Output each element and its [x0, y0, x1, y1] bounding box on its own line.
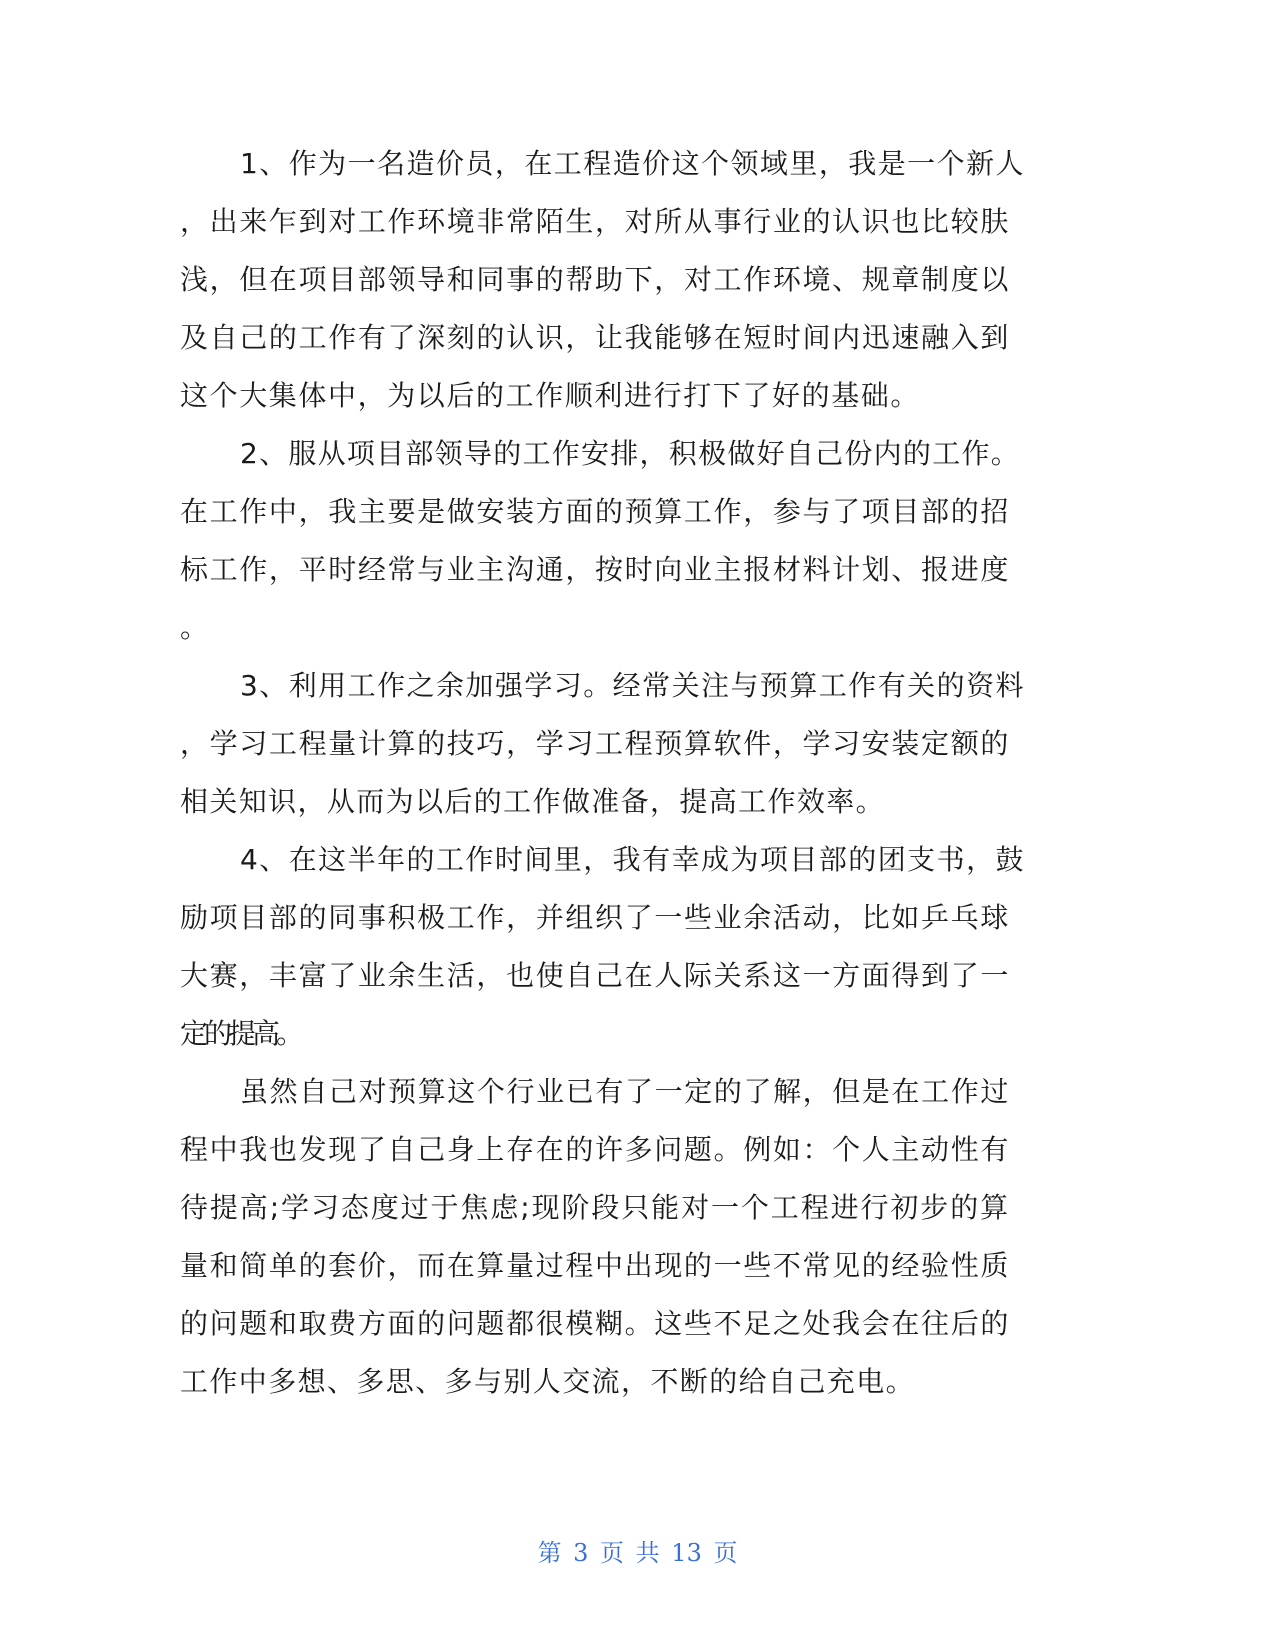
text-line — [0, 608, 1275, 648]
text-line — [0, 492, 1275, 532]
text-line — [0, 1130, 1275, 1170]
text-line-content: 程中我也发现了自己身上存在的许多问题。例如：个人主动性有 — [180, 1133, 1010, 1166]
text-line — [0, 318, 1275, 358]
text-line — [0, 260, 1275, 300]
text-line-content: 的问题和取费方面的问题都很模糊。这些不足之处我会在往后的 — [180, 1307, 1010, 1340]
text-line-content: 及自己的工作有了深刻的认识，让我能够在短时间内迅速融入到 — [180, 321, 1010, 354]
text-line-content: 在工作中，我主要是做安装方面的预算工作，参与了项目部的招 — [180, 495, 1010, 528]
page-number-footer: 第 3 页 共 13 页 — [537, 1539, 738, 1567]
text-line — [0, 1304, 1275, 1344]
text-line — [0, 724, 1275, 764]
text-line — [0, 202, 1275, 242]
text-line-content: 定的提高。 — [180, 1017, 300, 1050]
text-line-content: 。 — [180, 611, 209, 644]
text-line-content: ，学习工程量计算的技巧，学习工程预算软件，学习安装定额的 — [180, 727, 1010, 760]
text-line — [0, 1072, 1275, 1112]
text-line-content: 浅，但在项目部领导和同事的帮助下，对工作环境、规章制度以 — [180, 263, 1010, 296]
text-line-content: 量和简单的套价，而在算量过程中出现的一些不常见的经验性质 — [180, 1249, 1010, 1282]
text-line-content: 1、作为一名造价员，在工程造价这个领域里，我是一个新人 — [240, 147, 1025, 180]
text-line — [0, 1362, 1275, 1402]
text-line-content: ，出来乍到对工作环境非常陌生，对所从事行业的认识也比较肤 — [180, 205, 1010, 238]
text-line-content: 大赛，丰富了业余生活，也使自己在人际关系这一方面得到了一 — [180, 959, 1010, 992]
text-line-content: 3、利用工作之余加强学习。经常关注与预算工作有关的资料 — [240, 669, 1025, 702]
text-line — [0, 666, 1275, 706]
text-line — [0, 1188, 1275, 1228]
text-line — [0, 840, 1275, 880]
text-line-content: 相关知识，从而为以后的工作做准备，提高工作效率。 — [180, 785, 885, 818]
text-line — [0, 144, 1275, 184]
text-line-content: 这个大集体中，为以后的工作顺利进行打下了好的基础。 — [180, 379, 920, 412]
text-line-content: 虽然自己对预算这个行业已有了一定的了解，但是在工作过 — [240, 1075, 1010, 1108]
text-line-content: 2、服从项目部领导的工作安排，积极做好自己份内的工作。 — [240, 437, 1020, 470]
text-line — [0, 1014, 1275, 1054]
text-line — [0, 434, 1275, 474]
text-line — [0, 898, 1275, 938]
text-line — [0, 1246, 1275, 1286]
text-line — [0, 956, 1275, 996]
text-line-content: 工作中多想、多思、多与别人交流，不断的给自己充电。 — [180, 1365, 915, 1398]
text-line — [0, 782, 1275, 822]
text-line-content: 4、在这半年的工作时间里，我有幸成为项目部的团支书，鼓 — [240, 843, 1025, 876]
text-line — [0, 376, 1275, 416]
text-line-content: 标工作，平时经常与业主沟通，按时向业主报材料计划、报进度 — [180, 553, 1010, 586]
text-line-content: 励项目部的同事积极工作，并组织了一些业余活动，比如乒乓球 — [180, 901, 1010, 934]
text-line — [0, 550, 1275, 590]
text-line-content: 待提高;学习态度过于焦虑;现阶段只能对一个工程进行初步的算 — [180, 1191, 1010, 1224]
